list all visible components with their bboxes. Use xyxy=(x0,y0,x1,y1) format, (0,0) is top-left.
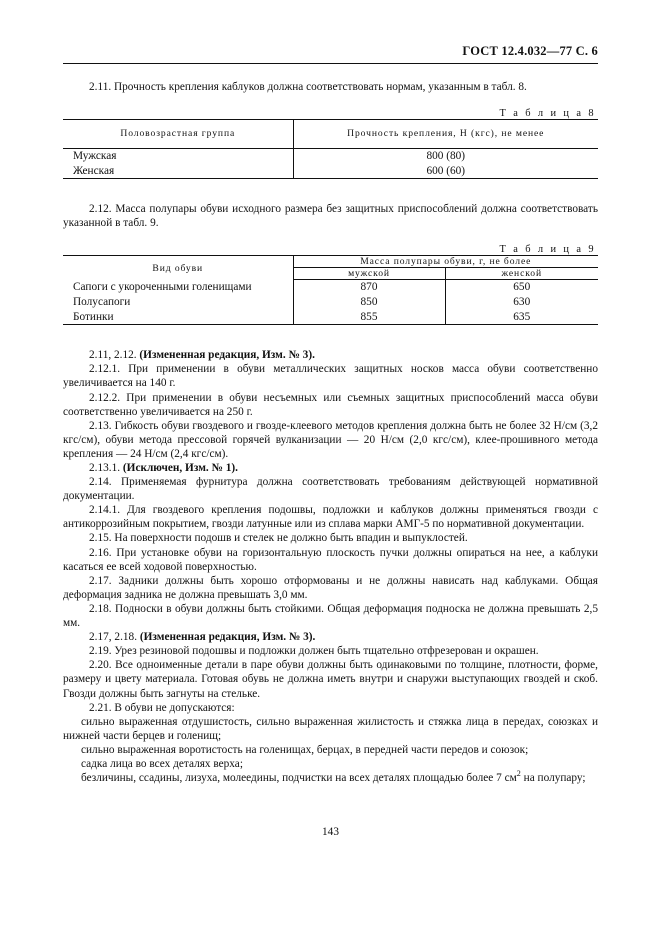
table9-cell-kind: Ботинки xyxy=(63,310,293,325)
revision-number: 2.17, 2.18. xyxy=(89,631,140,644)
table-9 xyxy=(63,255,598,325)
revision-note: (Исключен, Изм. № 1). xyxy=(122,462,238,474)
list-item-2-21-d xyxy=(63,771,598,785)
table9-caption: Т а б л и ц а 9 xyxy=(499,244,596,256)
table9-cell-male: 855 xyxy=(293,310,445,325)
table-row xyxy=(63,164,598,179)
spacer xyxy=(63,325,598,348)
table8-cell-group: Мужская xyxy=(63,149,293,164)
paragraph-2-15: 2.15. На поверхности подошв и стелек не должно быть впадин и выпуклостей. xyxy=(89,532,468,545)
running-header: ГОСТ 12.4.032—77 С. 6 xyxy=(462,44,598,58)
superscript-square: 2 xyxy=(516,769,521,779)
page-number: 143 xyxy=(322,826,339,838)
list-item-2-21-b: сильно выраженная воротистость на голенищах, берцах, в передней части передов и союзок; xyxy=(81,743,529,756)
paragraph-2-19: 2.19. Урез резиновой подошвы и подложки должен быть тщательно отфрезерован и окрашен. xyxy=(89,645,539,658)
table9-cell-male: 850 xyxy=(293,295,445,310)
table9-col-male: мужской xyxy=(293,268,445,280)
table8-cell-group: Женская xyxy=(63,164,293,179)
revision-number: 2.11, 2.12. xyxy=(89,349,140,362)
paragraph-2-12-1: 2.12.1. При применении в обуви металлических защитных носков масса обуви соответственно увеличивается на 140 г. xyxy=(63,363,598,390)
table9-col-mass: Масса полупары обуви, г, не более xyxy=(293,256,598,268)
spacer xyxy=(63,179,598,202)
table-8 xyxy=(63,119,598,179)
table9-cell-female: 630 xyxy=(513,296,531,309)
table8-cell-value: 800 (80) xyxy=(426,150,466,163)
table9-cell-kind: Сапоги с укороченными голенищами xyxy=(63,280,293,295)
paragraph-2-17: 2.17. Задники должны быть хорошо отформованы и не должны нависать над каблуками. Общая деформация задника не должна превышать 3,0 мм. xyxy=(63,574,598,601)
revision-note: (Измененная редакция, Изм. № 3). xyxy=(139,349,315,362)
paragraph-2-21: 2.21. В обуви не допускаются: xyxy=(89,701,235,714)
paragraph-2-17-2-18-revision xyxy=(63,630,598,644)
table-row xyxy=(63,310,598,325)
page-content xyxy=(63,80,598,785)
table8-header-row xyxy=(63,120,598,149)
table9-cell-female: 635 xyxy=(445,310,598,325)
list-item-2-21-c: садка лица во всех деталях верха; xyxy=(81,757,243,770)
table9-cell-male: 870 xyxy=(293,280,445,295)
paragraph-2-11-2-12-revision xyxy=(63,348,598,362)
table9-col-kind: Вид обуви xyxy=(63,256,293,280)
spacer xyxy=(63,94,598,108)
table9-header-row-top xyxy=(63,256,598,268)
table-row xyxy=(63,280,598,295)
paragraph-2-13: 2.13. Гибкость обуви гвоздевого и гвозде-клеевого методов крепления должна быть не более 32 Н/см (3,2 кгс/см), обуви метода прессовой горячей вулканизации — 20 Н/см (2,0 кгс/см), клее-прошивного метода крепления — 24 Н/см (2,4 кгс/см). xyxy=(63,419,598,460)
paragraph-2-13-1 xyxy=(63,461,598,475)
table8-caption: Т а б л и ц а 8 xyxy=(499,108,596,120)
table8-col-group: Половозрастная группа xyxy=(63,120,293,149)
table9-col-female: женской xyxy=(445,268,598,280)
revision-number: 2.13.1. xyxy=(89,462,123,474)
paragraph-2-11: 2.11. Прочность крепления каблуков должна соответствовать нормам, указанным в табл. 8. xyxy=(89,81,527,93)
paragraph-2-12-2: 2.12.2. При применении в обуви несъемных или съемных защитных приспособлений масса обуви соответственно увеличивается на 250 г. xyxy=(63,391,598,418)
paragraph-2-16: 2.16. При установке обуви на горизонтальную плоскость пучки должны опираться на нее, а каблуки касаться ее всей ходовой поверхностью. xyxy=(63,546,598,573)
list-item-text-after: на полупару; xyxy=(520,772,586,785)
paragraph-2-14-1: 2.14.1. Для гвоздевого крепления подошвы, подложки и каблуков должны применяться гвозди с антикоррозийным покрытием, гвозди латунные или из сплава марки АМГ-5 по нормативной документации. xyxy=(63,504,598,531)
paragraph-2-14: 2.14. Применяемая фурнитура должна соответствовать требованиям действующей нормативной документации. xyxy=(63,476,598,503)
table8-col-strength: Прочность крепления, Н (кгс), не менее xyxy=(293,120,598,149)
table-row xyxy=(63,295,598,310)
list-item-text-before: безличины, ссадины, лизуха, молеедины, подчистки на всех деталях площадью более 7 см xyxy=(81,772,517,785)
list-item-2-21-a: сильно выраженная отдушистость, сильно выраженная жилистость и стяжка лица в передах, союзках и нижней части берцев и голенищ; xyxy=(63,715,598,742)
revision-note: (Измененная редакция, Изм. № 3). xyxy=(139,631,316,644)
table8-cell-value: 600 (60) xyxy=(293,164,598,179)
paragraph-2-20: 2.20. Все одноименные детали в паре обуви должны быть одинаковыми по толщине, плотности, форме, размеру и цвету материала. Готовая обувь не должна иметь внутри и снаружи выступающих гвоздей и скоб. Гвозди должны быть загнуты на стельке. xyxy=(63,659,598,700)
paragraph-2-12: 2.12. Масса полупары обуви исходного размера без защитных приспособлений должна соответствовать указанной в табл. 9. xyxy=(63,203,598,230)
table9-cell-female: 650 xyxy=(513,281,531,294)
header-rule xyxy=(63,63,598,64)
spacer xyxy=(63,230,598,244)
table9-cell-kind: Полусапоги xyxy=(63,295,293,310)
table-row xyxy=(63,149,598,164)
paragraph-2-18: 2.18. Подноски в обуви должны быть стойкими. Общая деформация подноска не должна превышать 2,5 мм. xyxy=(63,602,598,630)
